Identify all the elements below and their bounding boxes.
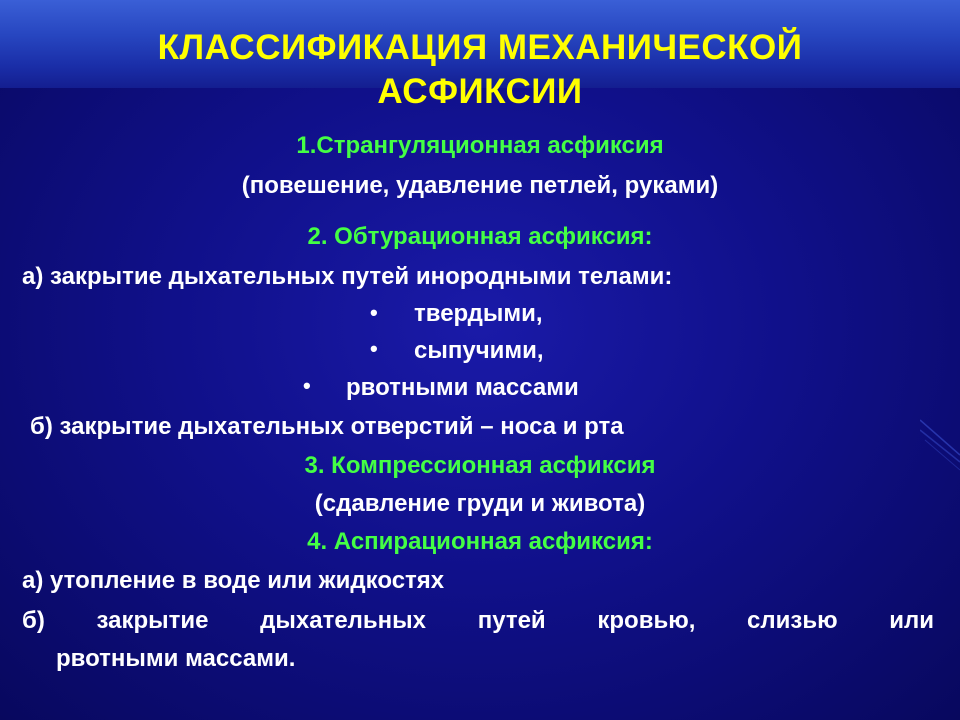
section-1-detail: (повешение, удавление петлей, руками) [241, 172, 719, 199]
bullet-icon: • [303, 373, 311, 398]
slide-title-line2: АСФИКСИИ [377, 72, 583, 111]
section-2-item-b: б) закрытие дыхательных отверстий – носа и рта [30, 413, 624, 440]
section-2-item-a: а) закрытие дыхательных путей инородными телами: [22, 263, 673, 290]
section-3-heading: 3. Компрессионная асфиксия [304, 452, 656, 479]
section-2-bullet-1: твердыми, [414, 300, 543, 327]
bullet-icon: • [370, 300, 378, 325]
section-4-item-a: а) утопление в воде или жидкостях [22, 567, 445, 594]
section-1-heading: 1.Странгуляционная асфиксия [296, 132, 664, 159]
bullet-icon: • [370, 336, 378, 361]
section-4-item-b-line2: рвотными массами. [56, 645, 296, 672]
slide-title-line1: КЛАССИФИКАЦИЯ МЕХАНИЧЕСКОЙ [157, 28, 803, 67]
section-4-heading: 4. Аспирационная асфиксия: [307, 528, 653, 555]
section-2-bullet-2: сыпучими, [414, 337, 544, 364]
section-2-bullet-3: рвотными массами [346, 374, 579, 401]
section-3-detail: (сдавление груди и живота) [314, 490, 646, 517]
section-4-item-b-line1: б) закрытие дыхательных путей кровью, слизью или [22, 607, 934, 634]
section-2-heading: 2. Обтурационная асфиксия: [307, 223, 653, 250]
